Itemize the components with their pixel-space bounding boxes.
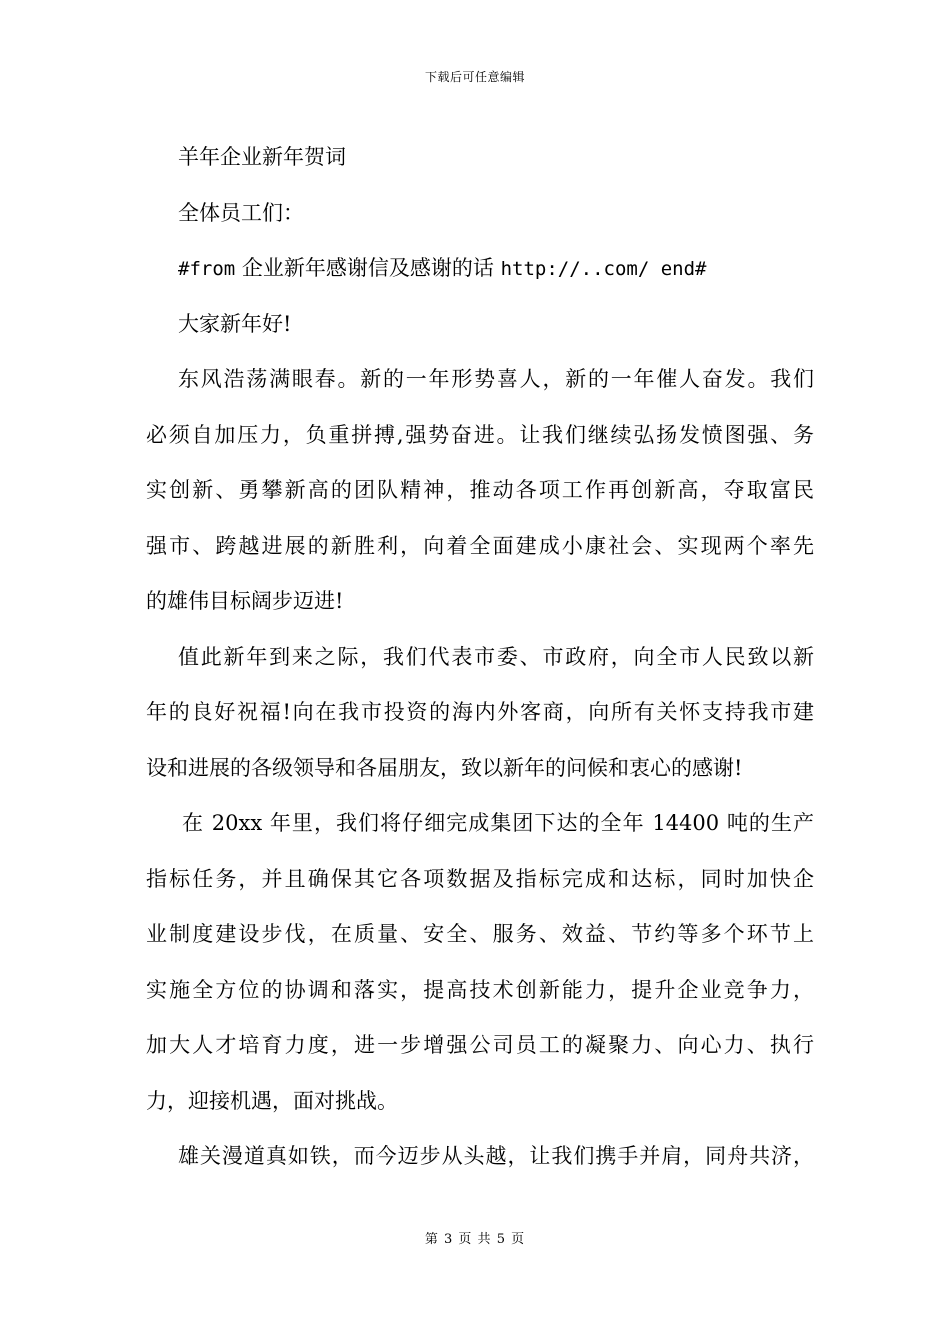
paragraph3-line: 加大人才培育力度，进一步增强公司员工的凝聚力、向心力、执行 (146, 1033, 814, 1057)
header-note: 下载后可任意编辑 (424, 70, 525, 84)
paragraph1-line: 必须自加压力，负重拼搏,强势奋进。让我们继续弘扬发愤图强、务 (146, 422, 814, 447)
paragraph3-line: 实施全方位的协调和落实，提高技术创新能力，提升企业竞争力， (146, 977, 814, 1002)
greeting: 大家新年好! (178, 311, 292, 336)
paragraph4-line: 雄关漫道真如铁，而今迈步从头越，让我们携手并肩，同舟共济， (178, 1144, 814, 1168)
source-tag-middle: 企业新年感谢信及感谢的话 (235, 256, 501, 280)
page-number: 第 3 页 共 5 页 (424, 1232, 526, 1247)
document-title: 羊年企业新年贺词 (178, 145, 346, 169)
paragraph2-line: 值此新年到来之际，我们代表市委、市政府，向全市人民致以新 (178, 644, 814, 669)
source-tag (146, 241, 814, 297)
paragraph1-line: 强市、跨越进展的新胜利，向着全面建成小康社会、实现两个率先 (146, 533, 814, 558)
paragraph2-line: 设和进展的各级领导和各届朋友，致以新年的问候和衷心的感谢! (146, 755, 743, 780)
paragraph2-line: 年的良好祝福!向在我市投资的海内外客商，向所有关怀支持我市建 (146, 700, 814, 724)
paragraph1-line: 的雄伟目标阔步迈进! (146, 589, 344, 613)
paragraph1-line: 实创新、勇攀新高的团队精神，推动各项工作再创新高，夺取富民 (146, 478, 814, 502)
paragraph3-line: 力，迎接机遇，面对挑战。 (146, 1088, 398, 1113)
paragraph1-line: 东风浩荡满眼春。新的一年形势喜人，新的一年催人奋发。我们 (178, 367, 814, 391)
source-tag-suffix: http://..com/ end# (500, 258, 707, 280)
source-tag-prefix: #from (178, 258, 236, 280)
salutation: 全体员工们： (178, 200, 304, 225)
paragraph3-line: 在 20xx 年里，我们将仔细完成集团下达的全年 14400 吨的生产 (182, 811, 814, 835)
paragraph3-line: 业制度建设步伐，在质量、安全、服务、效益、节约等多个环节上 (146, 922, 814, 946)
paragraph3-line: 指标任务，并且确保其它各项数据及指标完成和达标，同时加快企 (146, 866, 814, 891)
document-body (146, 130, 814, 1185)
